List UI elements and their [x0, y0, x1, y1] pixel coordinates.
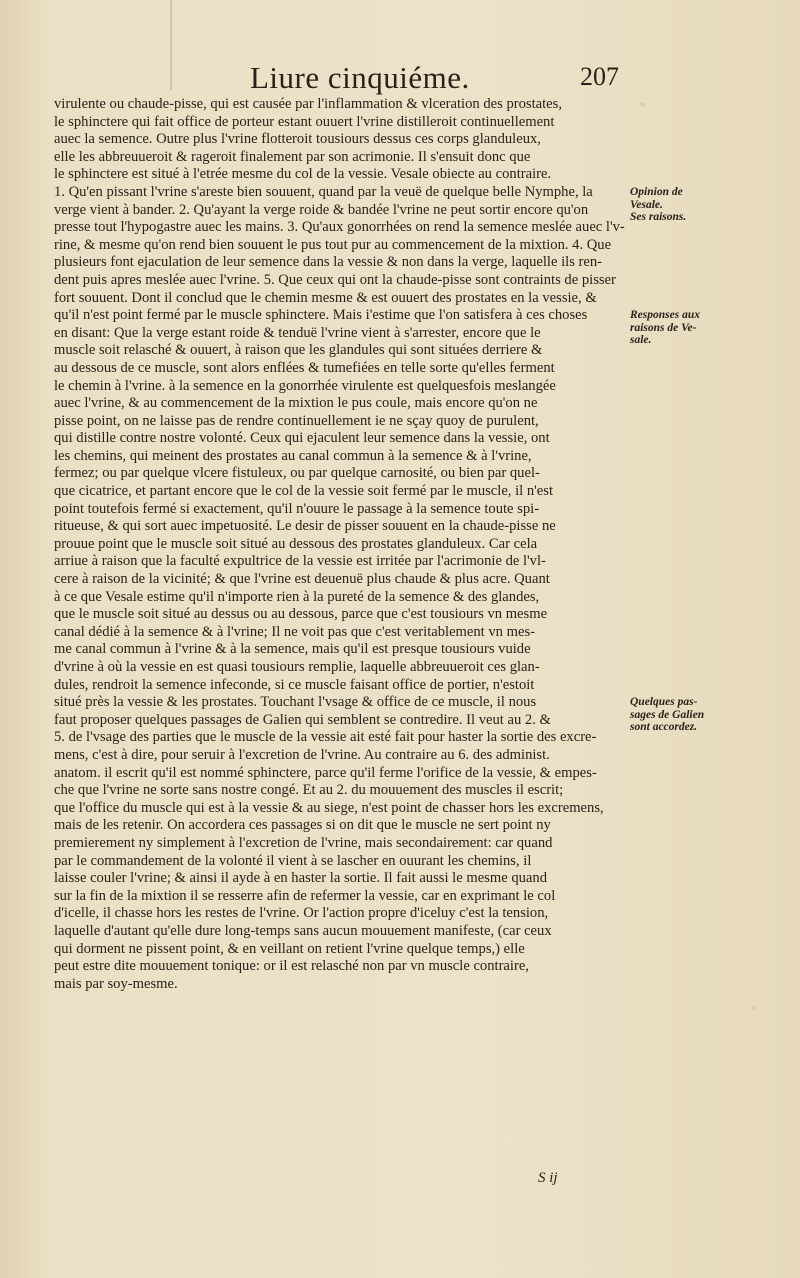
text-line: auec la semence. Outre plus l'vrine flotteroit tousiours dessus ces corps glanduleux,	[54, 131, 541, 148]
text-line: premierement ny simplement à l'excretion de l'vrine, mais secondairement: car quand	[54, 834, 553, 851]
text-line: faut proposer quelques passages de Galien qui semblent se contredire. Il veut au 2. &	[54, 711, 551, 728]
margin-note-line: Responses aux	[630, 309, 700, 322]
ink-spot	[640, 102, 645, 107]
margin-note-opinion	[630, 186, 770, 224]
text-line: que le muscle soit situé au dessus ou au dessous, parce que c'est tousiours vn mesme	[54, 606, 548, 623]
text-line: qui distille contre nostre volonté. Ceux qui ejaculent leur semence dans la vessie, ont	[54, 430, 550, 447]
margin-note-line: sale.	[630, 334, 652, 347]
text-line: pisse point, on ne laisse pas de rendre continuellement ie ne sçay quoy de purulent,	[54, 412, 539, 429]
margin-note-line: Vesale.	[630, 198, 663, 211]
margin-note-line: Quelques pas-	[630, 696, 698, 709]
text-line: situé près la vessie & les prostates. Touchant l'vsage & office de ce muscle, il nous	[54, 694, 537, 711]
text-line: qui dorment ne pissent point, & en veillant on retient l'vrine quelque temps,) elle	[54, 940, 525, 957]
ink-spot	[752, 1006, 756, 1010]
text-line: dules, rendroit la semence infeconde, si ce muscle faisant office de portier, n'estoit	[54, 676, 535, 693]
text-line: mais par soy-mesme.	[54, 975, 178, 992]
text-line: muscle soit relasché & ouuert, à raison que les glandules qui sont situées derriere &	[54, 342, 543, 359]
text-line: peut estre dite mouuement tonique: or il est relasché non par vn muscle contraire,	[54, 958, 529, 975]
margin-note-line: raisons de Ve-	[630, 321, 697, 334]
text-line: prouue point que le muscle soit situé au dessous des prostates glanduleux. Car cela	[54, 535, 538, 552]
text-line: presse tout l'hypogastre auec les mains. 3. Qu'aux gonorrhées on rend la semence meslée auec l'v-	[54, 219, 625, 236]
page-number: 207	[580, 62, 619, 91]
text-line: au dessous de ce muscle, sont alors enflées & tumefiées en telle sorte qu'elles ferment	[54, 359, 555, 376]
text-line: laquelle d'autant qu'elle dure long-temps sans aucun mouuement manifeste, (car ceux	[54, 922, 552, 939]
margin-note-galen	[630, 696, 770, 734]
text-line: 5. de l'vsage des parties que le muscle de la vessie ait esté fait pour haster la sortie des excre-	[54, 729, 597, 746]
text-line: les chemins, qui meinent des prostates au canal commun à la semence & à l'vrine,	[54, 447, 532, 464]
margin-note-line: sages de Galien	[630, 708, 705, 721]
text-line: le sphinctere qui fait office de porteur estant ouuert l'vrine distilleroit continuellement	[54, 113, 555, 130]
text-line: d'icelle, il chasse hors les restes de l'vrine. Or l'action propre d'iceluy c'est la tension,	[54, 905, 549, 922]
text-line: dent puis apres meslée auec l'vrine. 5. Que ceux qui ont la chaude-pisse sont contraints de pisser	[54, 271, 616, 288]
margin-note-line: Opinion de	[630, 186, 683, 198]
text-line: auec l'vrine, & au commencement de la mixtion le pus coule, mais encore qu'on ne	[54, 395, 538, 412]
text-line: 1. Qu'en pissant l'vrine s'areste bien souuent, quand par la veuë de quelque belle Nymphe, la	[54, 183, 593, 200]
text-line: que cicatrice, et partant encore que le col de la vessie soit fermé par le muscle, il n'est	[54, 483, 554, 500]
text-line: laisse couler l'vrine; & ainsi il ayde à en haster la sortie. Il fait aussi le mesme quand	[54, 870, 547, 887]
text-line: à ce que Vesale estime qu'il n'importe rien à la pureté de la semence & des glandes,	[54, 588, 540, 605]
text-line: qu'il n'est point fermé par le muscle sphinctere. Mais i'estime que l'on satisfera à ces choses	[54, 307, 588, 324]
page-header	[0, 60, 800, 100]
text-line: canal dédié à la semence & à l'vrine; Il ne voit pas que c'est veritablement vn mes-	[54, 623, 535, 640]
text-line: que l'office du muscle qui est à la vessie & au siege, n'est point de chasser hors les excremens,	[54, 799, 604, 816]
text-line: le chemin à l'vrine. à la semence en la gonorrhée virulente est quelquesfois meslangée	[54, 377, 556, 394]
text-line: en disant: Que la verge estant roide & tenduë l'vrine vient à s'arrester, encore que le	[54, 324, 541, 341]
text-line: d'vrine à où la vessie en est quasi tousiours remplie, laquelle abbreuueroit ces glan-	[54, 659, 540, 675]
text-line: virulente ou chaude-pisse, qui est causée par l'inflammation & vlceration des prostates,	[54, 96, 562, 112]
margin-note-line: sont accordez.	[630, 721, 698, 734]
text-line: fermez; ou par quelque vlcere fistuleux, ou par quelque carnosité, ou bien par quel-	[54, 465, 540, 482]
text-line: fort souuent. Dont il conclud que le chemin mesme & est ouuert des prostates en la vessie, &	[54, 289, 597, 306]
running-title: Liure cinquiéme.	[250, 60, 470, 95]
signature-mark: S ij	[538, 1170, 558, 1186]
text-line: le sphinctere est situé à l'etrée mesme du col de la vessie. Vesale obiecte au contraire.	[54, 166, 552, 183]
text-line: verge vient à bander. 2. Qu'ayant la verge roide & bandée l'vrine ne peut sortir encore qu'on	[54, 201, 589, 218]
text-line: ritueuse, & qui sort auec impetuosité. Le desir de pisser souuent en la chaude-pisse ne	[54, 518, 556, 535]
text-line: point toutefois fermé si exactement, qu'il n'ouure le passage à la semence toute spi-	[54, 500, 540, 517]
text-line: mens, c'est à dire, pour seruir à l'excretion de l'vrine. Au contraire au 6. des administ.	[54, 746, 550, 763]
text-line: plusieurs font ejaculation de leur semence dans la vessie & non dans la verge, laquelle ils ren-	[54, 254, 603, 271]
text-line: elle les abbreuueroit & rageroit finalement par son acrimonie. Il s'ensuit donc que	[54, 148, 531, 165]
text-line: sur la fin de la mixtion il se resserre afin de refermer la vessie, car en exprimant le col	[54, 887, 556, 904]
text-line: arriue à raison que la faculté expultrice de la vessie est irritée par l'acrimonie de l'vl-	[54, 553, 546, 570]
text-line: mais de les retenir. On accordera ces passages si on dit que le muscle ne sert point ny	[54, 817, 551, 834]
text-line: me canal commun à l'vrine & à la semence, mais qu'il est presque tousiours vuide	[54, 641, 531, 658]
margin-note-response	[630, 309, 770, 347]
text-line: che que l'vrine ne sorte sans nostre congé. Et au 2. du mouuement des muscles il escrit;	[54, 782, 564, 799]
body-text	[54, 96, 626, 993]
text-line: rine, & mesme qu'on rend bien souuent le pus tout pur au commencement de la mixtion. 4. Que	[54, 236, 612, 253]
text-line: cere à raison de la vicinité; & que l'vrine est deuenuë plus chaude & plus acre. Quant	[54, 571, 550, 588]
margin-note-line: Ses raisons.	[630, 211, 687, 223]
text-line: anatom. il escrit qu'il est nommé sphinctere, parce qu'il ferme l'orifice de la vessie, & empes-	[54, 764, 597, 781]
text-line: par le commandement de la volonté il vient à se lascher en ouurant les chemins, il	[54, 852, 532, 869]
